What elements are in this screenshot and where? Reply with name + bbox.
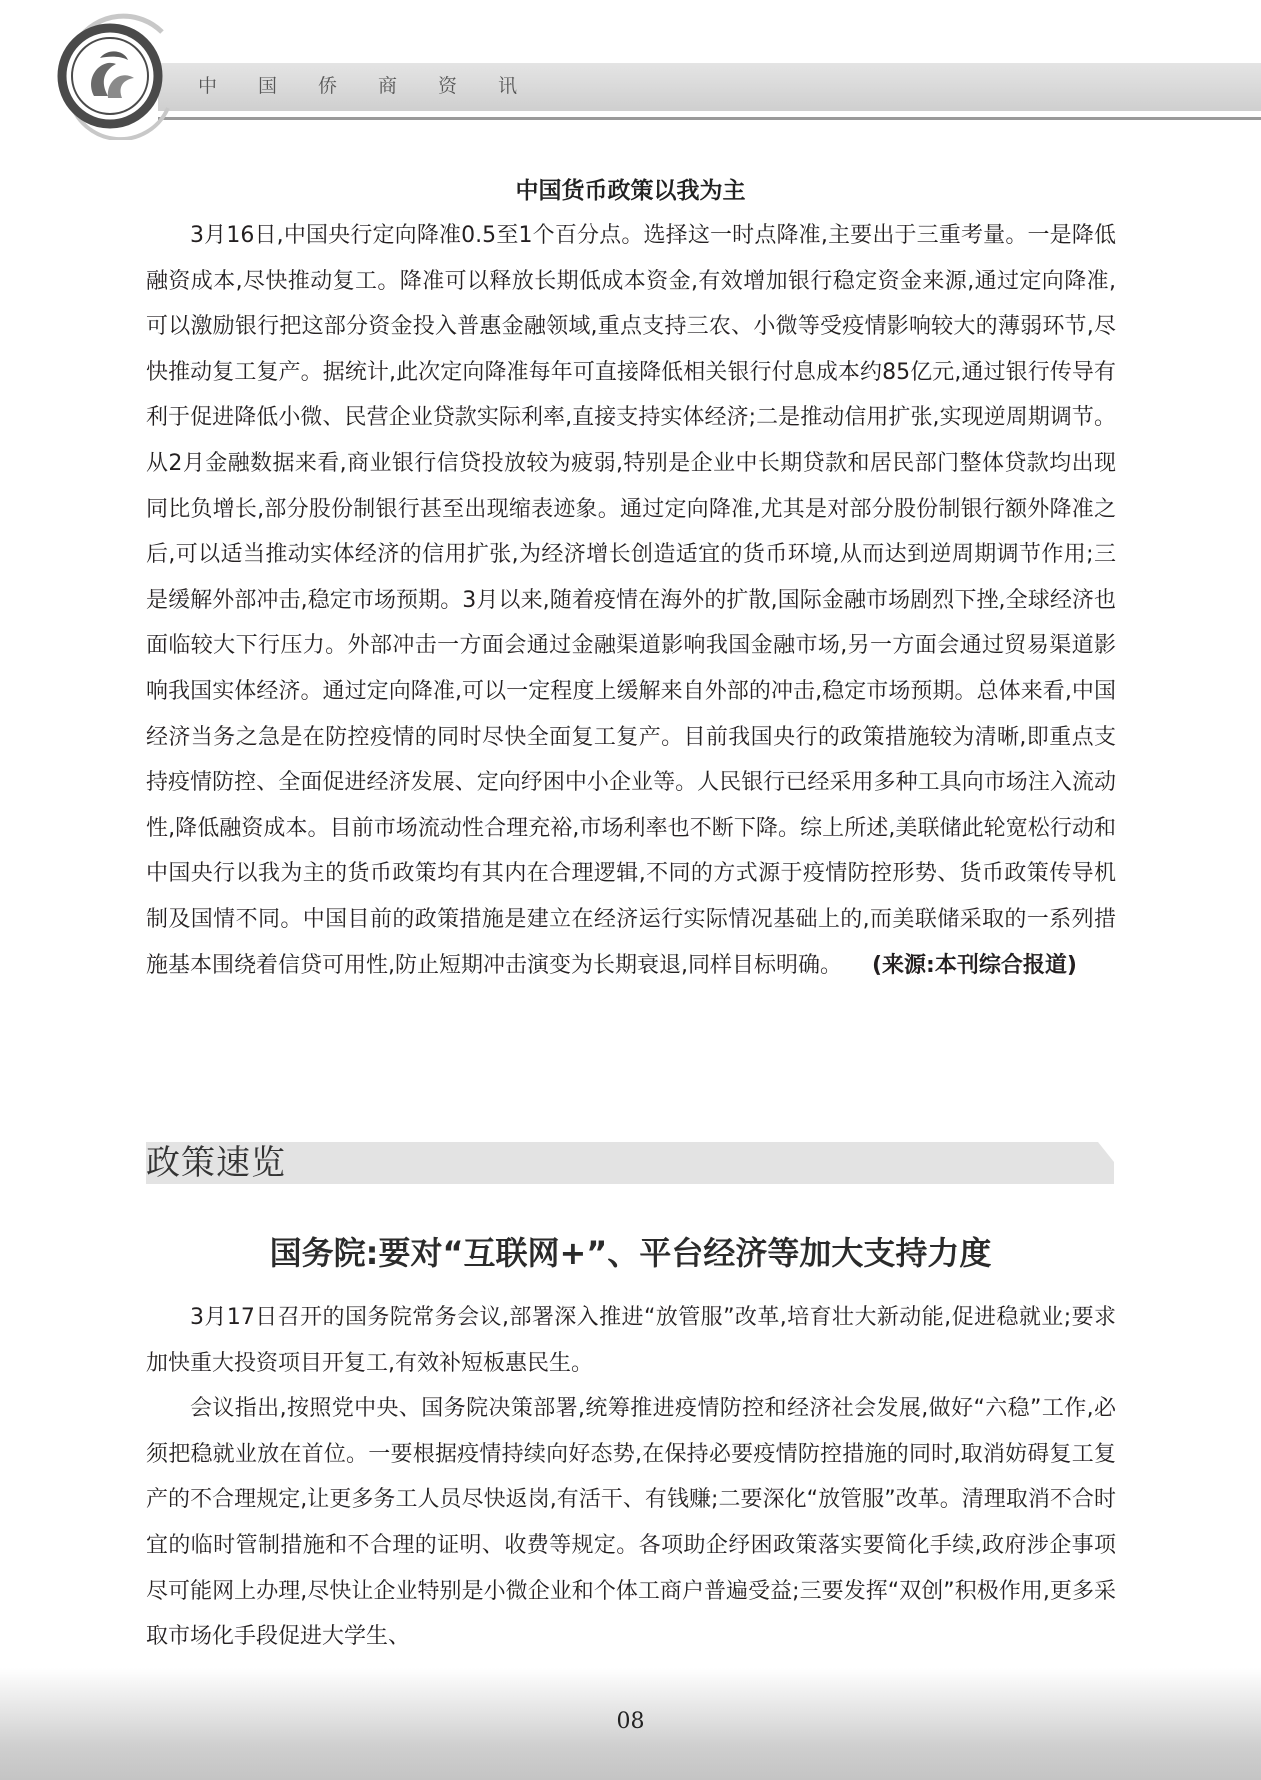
source-credit: (来源:本刊综合报道) [872, 952, 1077, 978]
header-title: 中国侨商资讯 [198, 75, 559, 97]
paragraph-text: 3月16日,中国央行定向降准0.5至1个百分点。选择这一时点降准,主要出于三重考量。一是降低融资成本,尽快推动复工。降准可以释放长期低成本资金,有效增加银行稳定资金来源,通过定向降准,可以激励银行把这部分资金投入普惠金融领域,重点支持三农、小微等受疫情影响较大的薄弱环节,尽快推动复工复产。据统计,此次定向降准每年可直接降低相关银行付息成本约85亿元,通过银行传导有利于促进降低小微、民营企业贷款实际利率,直接支持实体经济;二是推动信用扩张,实现逆周期调节。从2月金融数据来看,商业银行信贷投放较为疲弱,特别是企业中长期贷款和居民部门整体贷款均出现同比负增长,部分股份制银行甚至出现缩表迹象。通过定向降准,尤其是对部分股份制银行额外降准之后,可以适当推动实体经济的信用扩张,为经济增长创造适宜的货币环境,从而达到逆周期调节作用;三是缓解外部冲击,稳定市场预期。3月以来,随着疫情在海外的扩散,国际金融市场剧烈下挫,全球经济也面临较大下行压力。外部冲击一方面会通过金融渠道影响我国金融市场,另一方面会通过贸易渠道影响我国实体经济。通过定向降准,可以一定程度上缓解来自外部的冲击,稳定市场预期。总体来看,中国经济当务之急是在防控疫情的同时尽快全面复工复产。目前我国央行的政策措施较为清晰,即重点支持疫情防控、全面促进经济发展、定向纾困中小企业等。人民银行已经采用多种工具向市场注入流动性,降低融资成本。目前市场流动性合理充裕,市场利率也不断下降。综上所述,美联储此轮宽松行动和中国央行以我为主的货币政策均有其内在合理逻辑,不同的方式源于疫情防控形势、货币政策传导机制及国情不同。中国目前的政策措施是建立在经济运行实际情况基础上的,而美联储采取的一系列措施基本围绕着信贷可用性,防止短期冲击演变为长期衰退,同样目标明确。 [146, 223, 1116, 978]
section-banner [146, 1142, 1114, 1184]
article-title-2: 国务院:要对“互联网+”、平台经济等加大支持力度 [269, 1234, 992, 1272]
section-title: 政策速览 [146, 1143, 286, 1183]
article-body-2 [146, 1295, 1116, 1660]
article-paragraph [146, 213, 1116, 988]
page-number: 08 [616, 1709, 645, 1734]
organization-logo [50, 10, 180, 140]
article-paragraph: 3月17日召开的国务院常务会议,部署深入推进“放管服”改革,培育壮大新动能,促进稳就业;要求加快重大投资项目开复工,有效补短板惠民生。 [146, 1305, 1116, 1376]
article-paragraph: 会议指出,按照党中央、国务院决策部署,统筹推进疫情防控和经济社会发展,做好“六稳”工作,必须把稳就业放在首位。一要根据疫情持续向好态势,在保持必要疫情防控措施的同时,取消妨碍复工复产的不合理规定,让更多务工人员尽快返岗,有活干、有钱赚;二要深化“放管服”改革。清理取消不合时宜的临时管制措施和不合理的证明、收费等规定。各项助企纾困政策落实要简化手续,政府涉企事项尽可能网上办理,尽快让企业特别是小微企业和个体工商户普遍受益;三要发挥“双创”积极作用,更多采取市场化手段促进大学生、 [146, 1396, 1116, 1650]
article-title: 中国货币政策以我为主 [515, 178, 746, 204]
header-rule [158, 117, 1261, 120]
article-body [146, 213, 1116, 988]
